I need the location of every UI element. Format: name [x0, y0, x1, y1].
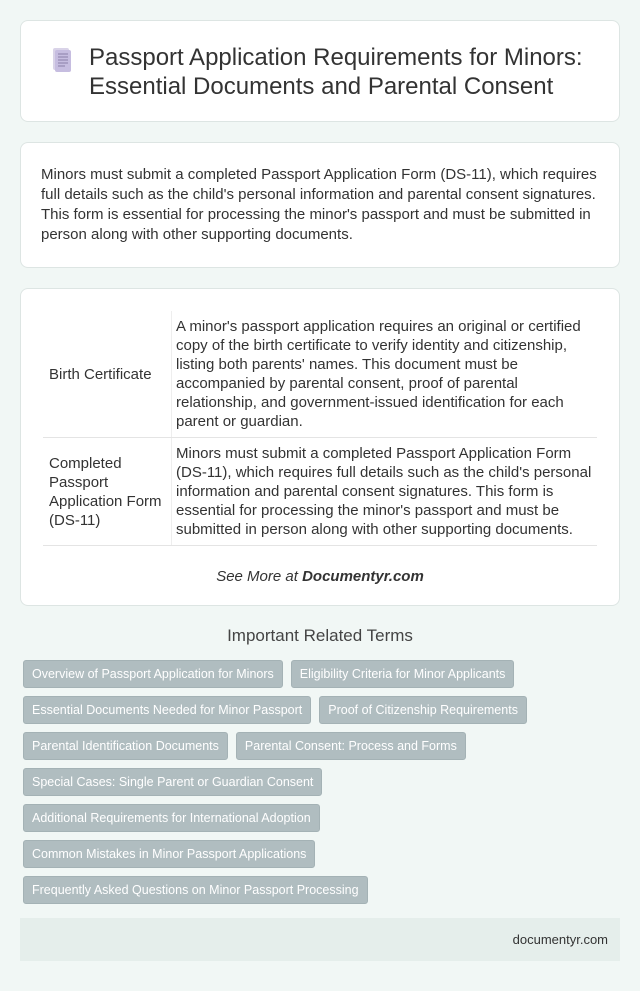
related-tag[interactable]: Parental Identification Documents: [23, 732, 228, 760]
description-cell: Minors must submit a completed Passport Application Form (DS-11), which requires full details such as the child's personal information and parental consent signatures. This form is essential for processing the minor's passport and must be submitted in person along with other supporting documents.: [172, 438, 598, 546]
related-tag[interactable]: Common Mistakes in Minor Passport Applications: [23, 840, 315, 868]
table-row: [43, 311, 597, 438]
related-tag[interactable]: Frequently Asked Questions on Minor Passport Processing: [23, 876, 368, 904]
details-card: [20, 288, 620, 606]
see-more-link[interactable]: Documentyr.com: [302, 568, 424, 585]
description-cell: A minor's passport application requires an original or certified copy of the birth certificate to verify identity and citizenship, listing both parents' names. This document must be accompanied by parental consent, proof of parental relationship, and government-issued identification for each parent or guardian.: [172, 311, 598, 438]
footer: [20, 918, 620, 961]
page-title: Passport Application Requirements for Minors: Essential Documents and Parental Consent: [89, 44, 583, 100]
title-card: [20, 20, 620, 122]
term-cell: Birth Certificate: [43, 311, 172, 438]
intro-paragraph: Minors must submit a completed Passport Application Form (DS-11), which requires full details such as the child's personal information and parental consent signatures. This form is essential for processing the minor's passport and must be submitted in person along with other supporting documents.: [20, 142, 620, 268]
related-tag[interactable]: Overview of Passport Application for Minors: [23, 660, 283, 688]
related-tag[interactable]: Proof of Citizenship Requirements: [319, 696, 527, 724]
see-more-prefix: See More at: [216, 568, 303, 585]
term-cell: Completed Passport Application Form (DS-11): [43, 438, 172, 546]
related-heading: Important Related Terms: [227, 626, 413, 645]
see-more: [43, 568, 597, 585]
related-tag[interactable]: Essential Documents Needed for Minor Passport: [23, 696, 311, 724]
related-tag[interactable]: Eligibility Criteria for Minor Applicants: [291, 660, 515, 688]
related-tag[interactable]: Additional Requirements for International Adoption: [23, 804, 320, 832]
related-tag[interactable]: Special Cases: Single Parent or Guardian Consent: [23, 768, 322, 796]
footer-link[interactable]: documentyr.com: [512, 932, 608, 947]
related-tags: [20, 660, 620, 904]
table-row: [43, 438, 597, 546]
details-table: [43, 311, 597, 546]
related-tag[interactable]: Parental Consent: Process and Forms: [236, 732, 466, 760]
document-icon: [51, 47, 73, 73]
